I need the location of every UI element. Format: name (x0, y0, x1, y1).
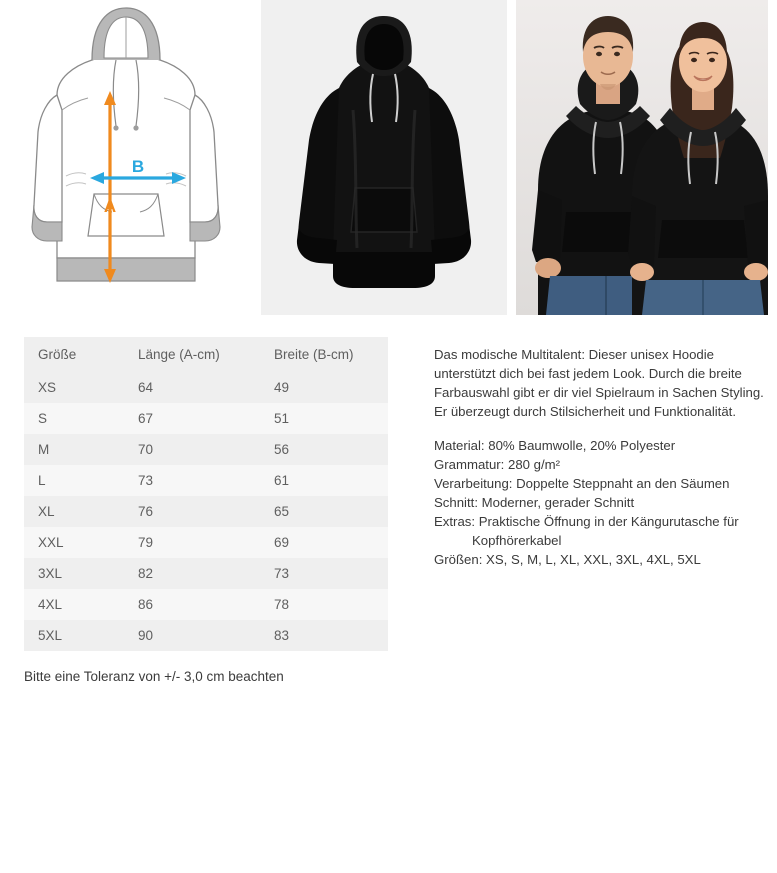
table-row (24, 527, 388, 558)
table-row (24, 372, 388, 403)
cell-width: 61 (274, 473, 290, 488)
cell-width: 65 (274, 504, 290, 519)
column-header-length: Länge (A-cm) (124, 337, 260, 372)
size-table-block (24, 337, 412, 651)
cell-width: 83 (274, 628, 290, 643)
detail-extras-continued: Kopfhörerkabel (472, 533, 562, 549)
black-hoodie-product-photo (261, 0, 507, 315)
table-row (24, 403, 388, 434)
cell-length: 90 (138, 628, 154, 643)
specs-row (0, 315, 777, 651)
cell-width: 56 (274, 442, 290, 457)
cell-length: 73 (138, 473, 154, 488)
technical-drawing-cell (0, 0, 252, 315)
cell-width: 51 (274, 411, 290, 426)
cell-size: 3XL (38, 566, 63, 581)
table-row (24, 496, 388, 527)
detail-material: Material: 80% Baumwolle, 20% Polyester (434, 437, 676, 453)
two-models-wearing-black-hoodies (516, 0, 768, 315)
table-row (24, 620, 388, 651)
detail-fit: Schnitt: Moderner, gerader Schnitt (434, 494, 635, 510)
cell-size: XS (38, 380, 57, 395)
table-row (24, 558, 388, 589)
size-table (24, 337, 388, 651)
cell-length: 64 (138, 380, 154, 395)
cell-width: 73 (274, 566, 290, 581)
cell-size: S (38, 411, 48, 426)
tolerance-note: Bitte eine Toleranz von +/- 3,0 cm beachten (24, 669, 284, 684)
cell-length: 70 (138, 442, 154, 457)
cell-size: XXL (38, 535, 64, 550)
svg-text:A: A (103, 197, 117, 216)
detail-processing: Verarbeitung: Doppelte Steppnaht an den Säumen (434, 475, 730, 491)
column-header-size: Größe (24, 337, 124, 372)
column-header-width: Breite (B-cm) (260, 337, 388, 372)
cell-length: 76 (138, 504, 154, 519)
cell-size: 4XL (38, 597, 63, 612)
detail-extras: Extras: Praktische Öffnung in der Kängurutasche für (434, 514, 739, 530)
detail-weight: Grammatur: 280 g/m² (434, 456, 561, 472)
cell-width: 69 (274, 535, 290, 550)
product-description (434, 345, 774, 651)
description-details (434, 436, 774, 570)
cell-size: 5XL (38, 628, 63, 643)
cell-width: 49 (274, 380, 290, 395)
cell-length: 82 (138, 566, 154, 581)
cell-size: M (38, 442, 50, 457)
cell-width: 78 (274, 597, 290, 612)
table-row (24, 434, 388, 465)
model-photo-cell (516, 0, 768, 315)
table-header-row (24, 337, 388, 372)
detail-sizes: Größen: XS, S, M, L, XL, XXL, 3XL, 4XL, 5XL (434, 552, 701, 568)
hoodie-technical-drawing (0, 0, 252, 315)
table-row (24, 589, 388, 620)
product-image-row (0, 0, 777, 315)
cell-size: L (38, 473, 46, 488)
cell-size: XL (38, 504, 55, 519)
description-paragraph: Das modische Multitalent: Dieser unisex Hoodie unterstützt dich bei fast jedem Look. Durch die breite Farbauswahl gibt er dir viel Spielraum in Sachen Styling. Er überzeugt durch Stilsicherheit und Funktionalität. (434, 347, 764, 420)
cell-length: 67 (138, 411, 154, 426)
table-row (24, 465, 388, 496)
svg-text:B: B (131, 157, 145, 176)
cell-length: 79 (138, 535, 154, 550)
product-photo-cell (261, 0, 507, 315)
cell-length: 86 (138, 597, 154, 612)
